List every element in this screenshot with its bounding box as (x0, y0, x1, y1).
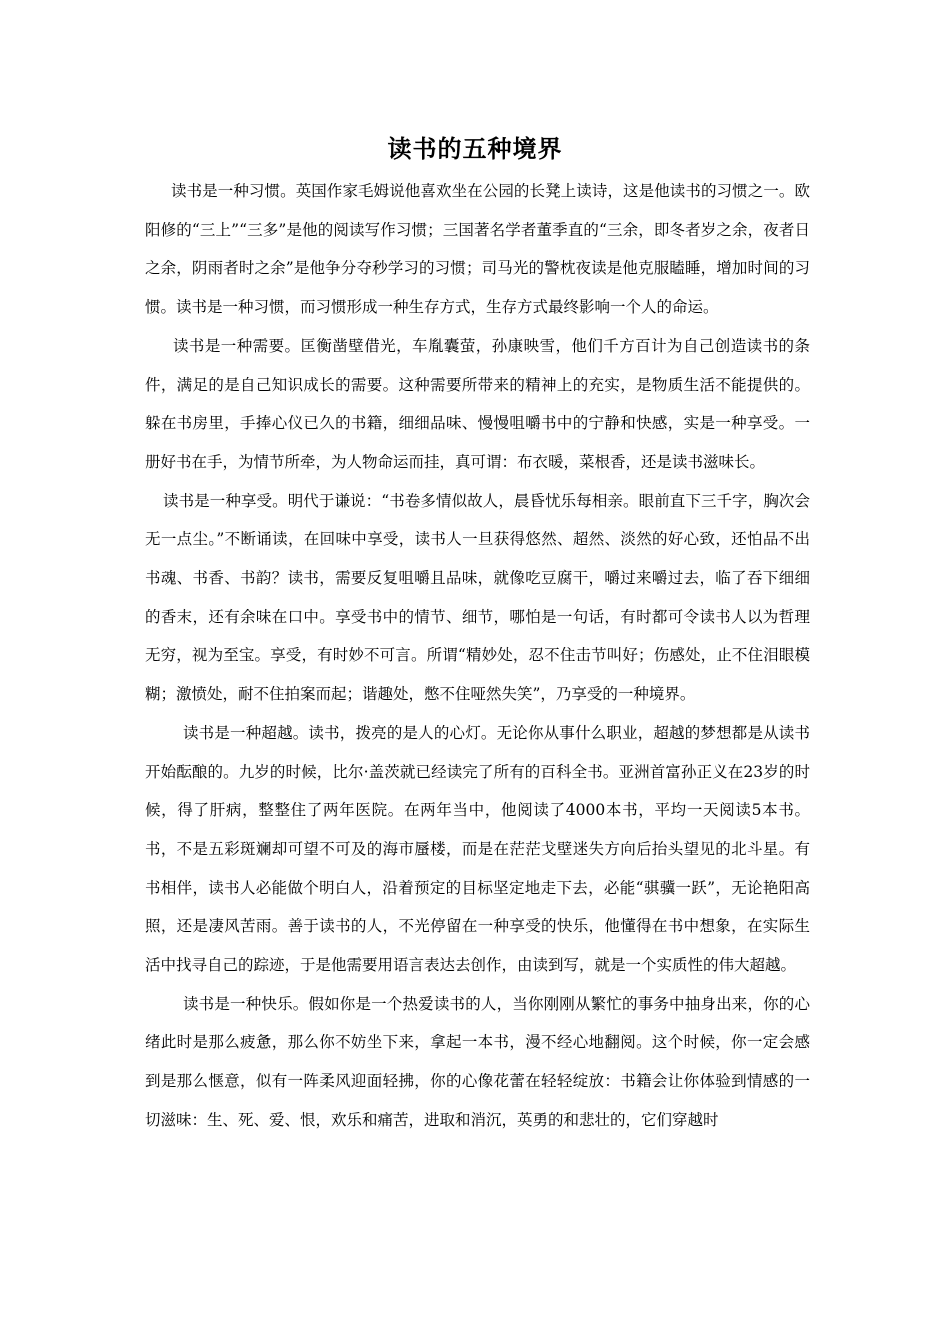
paragraph-need: 读书是一种需要。匡衡凿壁借光，车胤囊萤，孙康映雪，他们千方百计为自己创造读书的条件，满足的是自己知识成长的需要。这种需要所带来的精神上的充实，是物质生活不能提供的。躲在书房里，手捧心仪已久的书籍，细细品味、慢慢咀嚼书中的宁静和快感，实是一种享受。一册好书在手，为情节所牵，为人物命运而挂，真可谓：布衣暖，菜根香，还是读书滋味长。 (145, 336, 810, 471)
document-title: 读书的五种境界 (387, 134, 563, 163)
paragraph-habit: 读书是一种习惯。英国作家毛姆说他喜欢坐在公园的长凳上读诗，这是他读书的习惯之一。欧阳修的“三上”“三多”是他的阅读写作习惯；三国著名学者董季直的“三余，即冬者岁之余，夜者日之余，阴雨者时之余”是他争分夺秒学习的习惯；司马光的警枕夜读是他克服瞌睡，增加时间的习惯。读书是一种习惯，而习惯形成一种生存方式，生存方式最终影响一个人的命运。 (145, 182, 810, 317)
paragraph-enjoyment: 读书是一种享受。明代于谦说：“书卷多情似故人，晨昏忧乐每相亲。眼前直下三千字，胸次会无一点尘。”不断诵读，在回味中享受，读书人一旦获得悠然、超然、淡然的好心致，还怕品不出书魂、书香、书韵？读书，需要反复咀嚼且品味，就像吃豆腐干，嚼过来嚼过去，临了吞下细细的香末，还有余味在口中。享受书中的情节、细节，哪怕是一句话，有时都可令读书人以为哲理无穷，视为至宝。享受，有时妙不可言。所谓“精妙处，忍不住击节叫好；伤感处，止不住泪眼模糊；激愤处，耐不住拍案而起；谐趣处，憋不住哑然失笑”，乃享受的一种境界。 (145, 491, 810, 704)
document-body (145, 172, 810, 1140)
paragraph-joy: 读书是一种快乐。假如你是一个热爱读书的人，当你刚刚从繁忙的事务中抽身出来，你的心绪此时是那么疲惫，那么你不妨坐下来，拿起一本书，漫不经心地翻阅。这个时候，你一定会感到是那么惬意，似有一阵柔风迎面轻拂，你的心像花蕾在轻轻绽放：书籍会让你体验到情感的一切滋味：生、死、爱、恨，欢乐和痛苦，进取和消沉，英勇的和悲壮的，它们穿越时 (145, 994, 810, 1129)
paragraph-transcendence: 读书是一种超越。读书，拨亮的是人的心灯。无论你从事什么职业，超越的梦想都是从读书开始酝酿的。九岁的时候，比尔·盖茨就已经读完了所有的百科全书。亚洲首富孙正义在23岁的时候，得了肝病，整整住了两年医院。在两年当中，他阅读了4000本书，平均一天阅读5本书。书，不是五彩斑斓却可望不可及的海市蜃楼，而是在茫茫戈壁迷失方向后抬头望见的北斗星。有书相伴，读书人必能做个明白人，沿着预定的目标坚定地走下去，必能“骐骥一跃”，无论艳阳高照，还是凄风苦雨。善于读书的人，不光停留在一种享受的快乐，他懂得在书中想象，在实际生活中找寻自己的踪迹，于是他需要用语言表达去创作，由读到写，就是一个实质性的伟大超越。 (145, 723, 810, 975)
